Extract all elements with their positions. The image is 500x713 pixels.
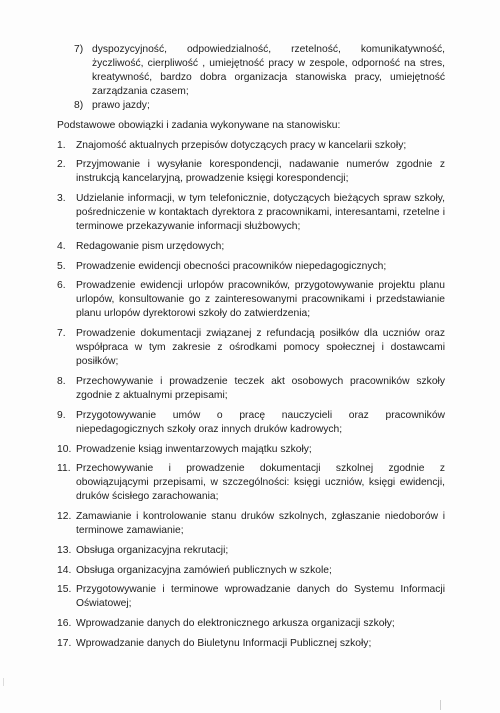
list-item [57,260,445,274]
item-text: Prowadzenie ewidencji urlopów pracowników, przygotowywanie projektu planu urlopów, konsultowanie go z zainteresowanymi pracownikami i przedstawianie planu urlopów dyrektorowi szkoły do zatwierdzenia; [76,280,445,320]
item-text: Obsługa organizacyjna rekrutacji; [76,544,229,556]
item-text: Udzielanie informacji, w tym telefonicznie, dotyczących bieżących spraw szkoły, pośredniczenie w kontaktach dyrektora z pracownikami, interesantami, rzetelne i terminowe przekazywanie informacji służbowych; [76,193,445,233]
scan-artifact [3,678,4,686]
item-number: 1. [57,139,66,151]
list-item [57,43,445,99]
item-number: 2. [57,159,66,171]
list-item [57,240,445,254]
scan-artifact [440,700,441,710]
item-number: 9. [57,409,66,421]
item-number: 7. [57,328,66,340]
item-number: 17. [57,637,72,649]
item-number: 11. [57,463,71,475]
list-item [57,583,445,611]
list-item [57,544,445,558]
item-number: 13. [57,544,72,556]
item-text: Prowadzenie ksiąg inwentarzowych majątku szkoły; [76,443,312,455]
item-text: Prowadzenie ewidencji obecności pracowników niepedagogicznych; [76,260,387,272]
item-text: Redagowanie pism urzędowych; [76,240,225,252]
item-number: 10. [57,443,72,455]
list-item [57,510,445,538]
item-number: 7) [74,44,84,55]
list-item [57,375,445,403]
item-text: Przechowywanie i prowadzenie teczek akt osobowych pracowników szkoły zgodnie z aktualnymi przepisami; [76,376,445,402]
item-number: 6. [57,280,66,292]
list-item [57,409,445,437]
document-content [57,43,445,656]
duties-list [57,139,445,651]
list-item [57,462,445,504]
item-number: 8. [57,376,66,388]
list-item [57,158,445,186]
list-item [57,139,445,153]
item-text: dyspozycyjność, odpowiedzialność, rzetelność, komunikatywność, życzliwość, cierpliwość , umiejętność pracy w zespole, odporność na stres, kreatywność, bardzo dobra organizacja stanowiska pracy, umiejętność zarządzania czasem; [92,44,445,98]
item-number: 12. [57,511,72,523]
item-number: 16. [57,618,72,630]
item-number: 15. [57,584,72,596]
list-item [57,279,445,321]
item-number: 3. [57,193,66,205]
qualifications-list [57,43,445,113]
item-text: Prowadzenie dokumentacji związanej z refundacją posiłków dla uczniów oraz współpraca w tym zakresie z ośrodkami pomocy społecznej i dostawcami posiłków; [76,328,445,368]
item-text: Zamawianie i kontrolowanie stanu druków szkolnych, zgłaszanie niedoborów i terminowe zamawianie; [76,511,445,537]
item-text: Przyjmowanie i wysyłanie korespondencji, nadawanie numerów zgodnie z instrukcją kancelaryjną, prowadzenie księgi korespondencji; [76,159,445,185]
item-number: 14. [57,564,72,576]
item-text: Przygotowywanie umów o pracę nauczycieli oraz pracowników niepedagogicznych szkoły oraz innych druków kadrowych; [76,409,445,435]
item-number: 4. [57,240,66,252]
list-item [57,564,445,578]
item-text: prawo jazdy; [92,100,150,112]
item-text: Przechowywanie i prowadzenie dokumentacji szkolnej zgodnie z obowiązującymi przepisami, w szczególności: księgi uczniów, księgi ewidencji, druków ścisłego zarachowania; [76,463,445,503]
item-text: Znajomość aktualnych przepisów dotyczących pracy w kancelarii szkoły; [76,139,407,151]
item-number: 8) [74,100,84,112]
item-text: Wprowadzanie danych do Biuletynu Informacji Publicznej szkoły; [76,637,372,649]
item-text: Obsługa organizacyjna zamówień publicznych w szkole; [76,564,332,576]
item-text: Przygotowywanie i terminowe wprowadzanie danych do Systemu Informacji Oświatowej; [76,584,445,610]
list-item [57,617,445,631]
list-item [57,637,445,651]
list-item [57,99,445,113]
list-item [57,192,445,234]
list-item [57,327,445,369]
item-text: Wprowadzanie danych do elektronicznego arkusza organizacji szkoły; [76,618,395,630]
item-number: 5. [57,260,66,272]
section-intro: Podstawowe obowiązki i zadania wykonywane na stanowisku: [57,120,341,132]
list-item [57,443,445,457]
